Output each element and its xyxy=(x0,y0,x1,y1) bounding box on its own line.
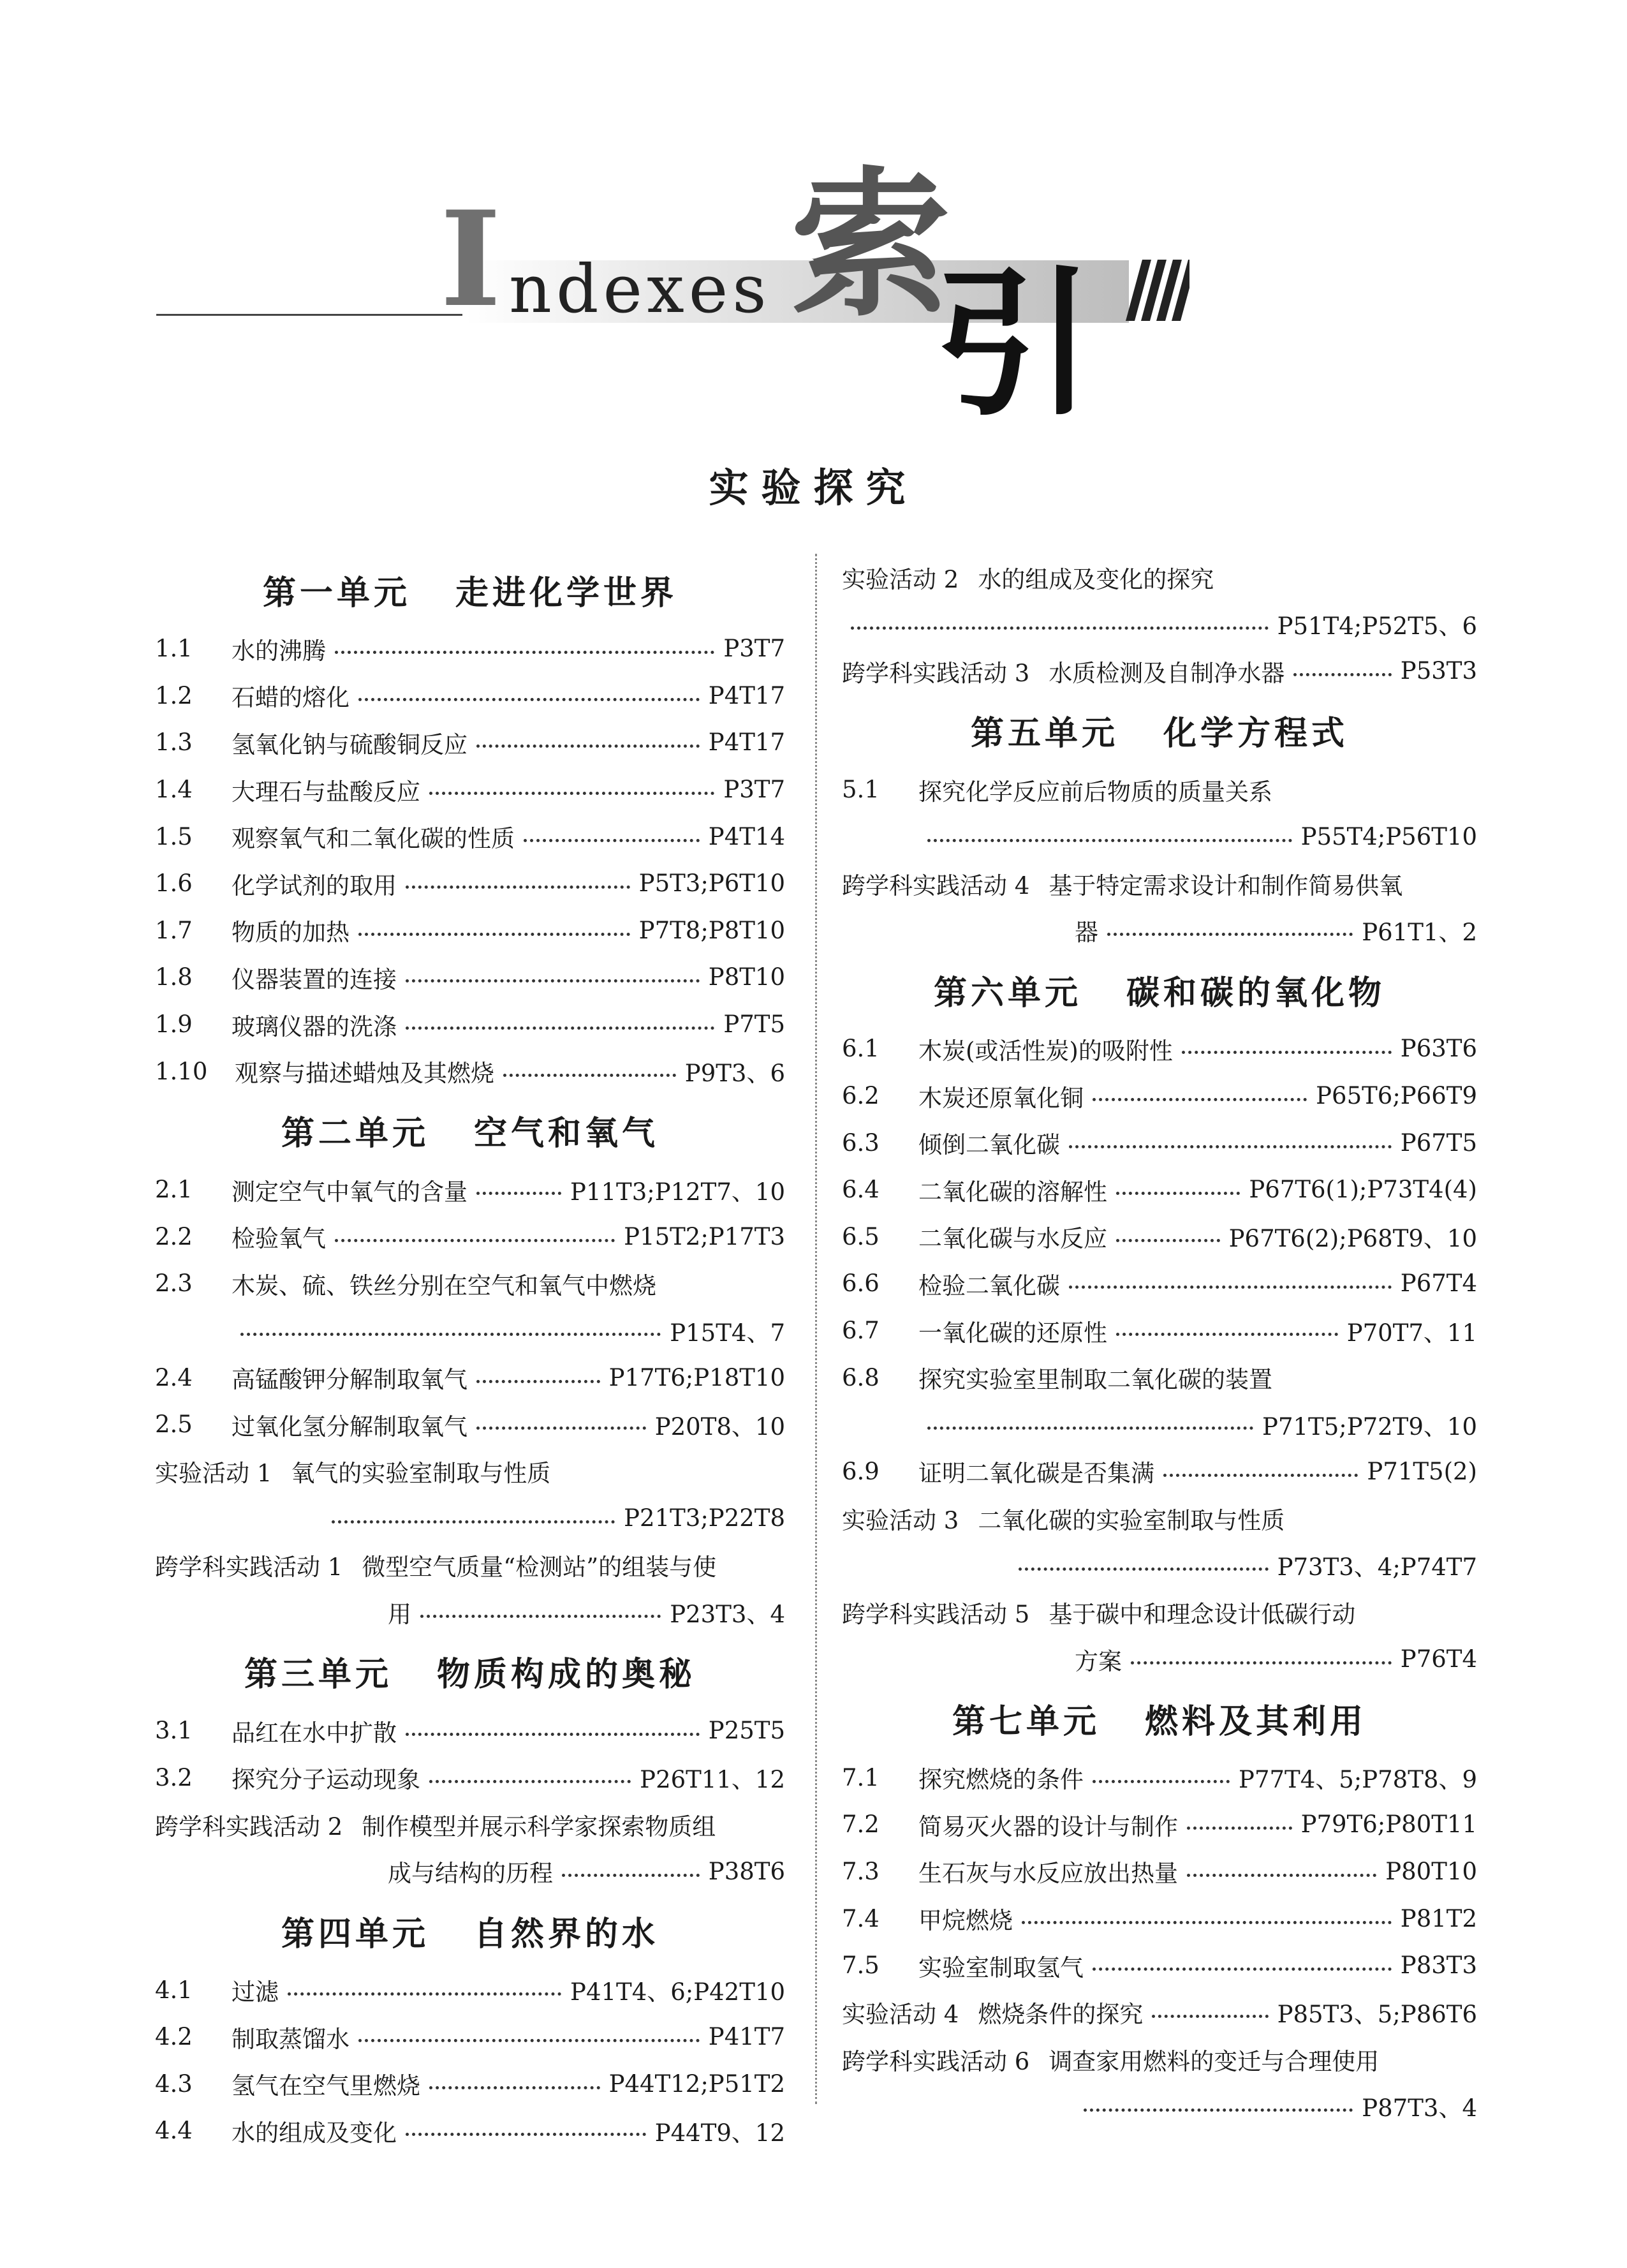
leader-dots xyxy=(1093,1780,1230,1783)
index-entry xyxy=(155,1966,785,2013)
index-entry xyxy=(842,1119,1477,1166)
entry-number: 6.6 xyxy=(842,1270,880,1298)
activity-label: 跨学科实践活动 4 xyxy=(842,871,1030,900)
index-entry xyxy=(842,1025,1477,1072)
index-entry xyxy=(155,1048,785,1095)
entry-text: 器 xyxy=(1075,919,1098,947)
entry-number: 7.4 xyxy=(842,1904,880,1932)
page-reference: P67T5 xyxy=(1400,1129,1477,1157)
entry-text: 石蜡的熔化 xyxy=(232,684,350,712)
entry-number: 4.1 xyxy=(155,1976,193,2004)
index-entry xyxy=(842,1213,1477,1261)
leader-dots xyxy=(358,698,700,701)
page-reference: P63T6 xyxy=(1400,1035,1477,1063)
entry-text: 调查家用燃料的变迁与合理使用 xyxy=(1049,2047,1380,2075)
index-entry xyxy=(155,954,785,1001)
leader-dots xyxy=(562,1874,700,1877)
index-entry xyxy=(155,813,785,860)
page-reference: P80T10 xyxy=(1385,1857,1477,1885)
activity-label: 实验活动 4 xyxy=(842,2001,959,2029)
entry-number: 7.3 xyxy=(842,1857,880,1885)
entry-number: 7.5 xyxy=(842,1952,880,1980)
entry-number: 3.1 xyxy=(155,1717,193,1745)
page-reference: P85T3、5;P86T6 xyxy=(1277,2001,1477,2029)
index-entry xyxy=(842,1354,1477,1401)
leader-dots xyxy=(1022,1921,1392,1924)
index-entry xyxy=(842,1448,1477,1495)
entry-text: 氧气的实验室制取与性质 xyxy=(291,1460,551,1488)
leader-dots xyxy=(335,651,714,654)
page-reference: P4T17 xyxy=(708,681,785,709)
index-entry xyxy=(842,1166,1477,1213)
entry-text: 方案 xyxy=(1075,1647,1122,1675)
index-entry xyxy=(842,766,1477,813)
entry-text: 探究实验室里制取二氧化碳的装置 xyxy=(918,1366,1272,1394)
leader-dots xyxy=(476,1380,600,1383)
index-entry xyxy=(842,907,1477,954)
index-entry xyxy=(155,1260,785,1307)
index-entry xyxy=(842,1495,1477,1542)
index-entry xyxy=(842,813,1477,860)
entry-number: 1.5 xyxy=(155,822,193,850)
page-reference: P67T4 xyxy=(1400,1270,1477,1298)
entry-number: 6.3 xyxy=(842,1129,880,1157)
leader-dots xyxy=(503,1074,676,1077)
leader-dots xyxy=(927,1427,1253,1430)
entry-text: 甲烷燃烧 xyxy=(918,1907,1013,1935)
leader-dots xyxy=(1019,1568,1269,1571)
page-reference: P20T8、10 xyxy=(654,1412,785,1441)
page-reference: P23T3、4 xyxy=(670,1601,785,1629)
entry-number: 2.5 xyxy=(155,1411,193,1439)
index-entry xyxy=(155,1707,785,1754)
unit-heading xyxy=(842,695,1477,766)
unit-subtitle: 自然界的水 xyxy=(474,1914,659,1953)
entry-text: 玻璃仪器的洗涤 xyxy=(232,1012,397,1041)
index-entry xyxy=(155,625,785,672)
entry-text: 简易灭火器的设计与制作 xyxy=(918,1812,1178,1841)
entry-number: 6.2 xyxy=(842,1082,880,1110)
index-entry xyxy=(842,554,1477,601)
entry-number: 6.7 xyxy=(842,1317,880,1345)
entry-text: 氢氧化钠与硫酸铜反应 xyxy=(232,730,467,759)
left-column xyxy=(155,554,785,2154)
unit-title: 第三单元 xyxy=(244,1655,392,1694)
entry-text: 化学试剂的取用 xyxy=(232,871,397,900)
entry-text: 过氧化氢分解制取氧气 xyxy=(232,1412,467,1441)
activity-label: 跨学科实践活动 3 xyxy=(842,659,1030,687)
index-entry xyxy=(842,1542,1477,1589)
header-cn-char-2: 引 xyxy=(934,251,1094,437)
index-entry xyxy=(155,1401,785,1448)
entry-text: 高锰酸钾分解制取氧气 xyxy=(232,1366,467,1394)
entry-number: 4.4 xyxy=(155,2117,193,2145)
header-big-letter: I xyxy=(440,183,501,336)
entry-number: 7.2 xyxy=(842,1811,880,1839)
unit-title: 第六单元 xyxy=(933,973,1082,1012)
leader-dots xyxy=(1107,933,1353,936)
leader-dots xyxy=(429,2086,600,2089)
page-reference: P38T6 xyxy=(708,1857,785,1885)
leader-dots xyxy=(1084,2109,1353,2112)
index-entry xyxy=(155,2107,785,2154)
activity-label: 实验活动 3 xyxy=(842,1506,959,1534)
unit-title: 第一单元 xyxy=(262,573,411,612)
index-entry xyxy=(155,672,785,720)
index-entry xyxy=(842,860,1477,907)
page-reference: P21T3;P22T8 xyxy=(624,1504,785,1532)
entry-text: 水质检测及自制净水器 xyxy=(1049,659,1285,687)
unit-subtitle: 空气和氧气 xyxy=(474,1114,659,1153)
index-entry xyxy=(842,648,1477,695)
header-latin-text: ndexes xyxy=(509,250,771,328)
leader-dots xyxy=(476,745,700,748)
index-entry xyxy=(155,1848,785,1895)
index-entry xyxy=(842,1942,1477,1989)
unit-heading xyxy=(842,1682,1477,1754)
index-entry xyxy=(155,2060,785,2107)
entry-text: 二氧化碳的实验室制取与性质 xyxy=(978,1506,1285,1534)
page-reference: P81T2 xyxy=(1400,1904,1477,1932)
leader-dots xyxy=(1163,1474,1358,1477)
entry-text: 制取蒸馏水 xyxy=(232,2025,350,2053)
index-entry xyxy=(155,2013,785,2061)
activity-label: 跨学科实践活动 5 xyxy=(842,1601,1030,1629)
index-entry xyxy=(842,1636,1477,1683)
entry-number: 6.4 xyxy=(842,1176,880,1204)
page-reference: P67T6(2);P68T9、10 xyxy=(1228,1225,1477,1253)
leader-dots xyxy=(335,1239,615,1242)
unit-subtitle: 碳和碳的氧化物 xyxy=(1126,973,1386,1012)
entry-number: 3.2 xyxy=(155,1763,193,1791)
header-slashes-icon xyxy=(1113,258,1189,322)
leader-dots xyxy=(429,792,714,795)
entry-number: 1.1 xyxy=(155,635,193,663)
unit-title: 第四单元 xyxy=(281,1914,429,1953)
leader-dots xyxy=(288,1992,561,1996)
entry-number: 2.4 xyxy=(155,1363,193,1391)
leader-dots xyxy=(1187,1874,1376,1877)
entry-text: 探究化学反应前后物质的质量关系 xyxy=(918,778,1272,806)
entry-text: 二氧化碳的溶解性 xyxy=(918,1178,1107,1206)
page-reference: P41T7 xyxy=(708,2023,785,2051)
header-cn-char-1: 索 xyxy=(791,152,950,338)
entry-text: 探究燃烧的条件 xyxy=(918,1766,1084,1794)
leader-dots xyxy=(524,839,700,842)
index-entry xyxy=(155,766,785,813)
page-reference: P15T4、7 xyxy=(670,1319,785,1347)
entry-number: 1.4 xyxy=(155,776,193,804)
page-reference: P7T8;P8T10 xyxy=(638,916,785,944)
activity-label: 跨学科实践活动 1 xyxy=(155,1553,343,1582)
entry-text: 制作模型并展示科学家探索物质组 xyxy=(362,1812,716,1841)
page-reference: P53T3 xyxy=(1400,657,1477,685)
unit-subtitle: 化学方程式 xyxy=(1163,714,1349,753)
index-entry xyxy=(155,1307,785,1354)
leader-dots xyxy=(1069,1286,1392,1289)
entry-text: 基于特定需求设计和制作简易供氧 xyxy=(1049,871,1403,900)
entry-text: 倾倒二氧化碳 xyxy=(918,1131,1060,1159)
entry-number: 1.8 xyxy=(155,963,193,991)
page-reference: P83T3 xyxy=(1400,1952,1477,1980)
page-reference: P87T3、4 xyxy=(1362,2094,1477,2123)
entry-number: 6.9 xyxy=(842,1457,880,1485)
index-entry xyxy=(155,1801,785,1848)
entry-number: 5.1 xyxy=(842,776,880,804)
entry-text: 证明二氧化碳是否集满 xyxy=(918,1460,1154,1488)
entry-text: 氢气在空气里燃烧 xyxy=(232,2072,420,2100)
page-reference: P61T1、2 xyxy=(1362,919,1477,947)
index-entry xyxy=(842,1260,1477,1307)
index-entry xyxy=(842,1072,1477,1120)
entry-number: 1.7 xyxy=(155,916,193,944)
entry-number: 1.3 xyxy=(155,729,193,757)
entry-number: 1.10 xyxy=(155,1057,208,1085)
entry-number: 1.2 xyxy=(155,681,193,709)
leader-dots xyxy=(476,1427,646,1430)
leader-dots xyxy=(406,1733,700,1736)
leader-dots xyxy=(1116,1192,1240,1195)
entry-text: 实验室制取氢气 xyxy=(918,1953,1084,1982)
leader-dots xyxy=(1069,1145,1392,1148)
page-reference: P41T4、6;P42T10 xyxy=(570,1978,785,2006)
activity-label: 实验活动 1 xyxy=(155,1460,272,1488)
page-reference: P4T17 xyxy=(708,729,785,757)
page-reference: P3T7 xyxy=(723,776,785,804)
index-entry xyxy=(842,2083,1477,2130)
leader-dots xyxy=(332,1520,615,1523)
index-entry xyxy=(842,601,1477,648)
leader-dots xyxy=(1131,1661,1392,1664)
entry-text: 用 xyxy=(388,1601,411,1629)
entry-text: 水的沸腾 xyxy=(232,637,326,665)
page-reference: P3T7 xyxy=(723,635,785,663)
entry-number: 2.1 xyxy=(155,1176,193,1204)
page-reference: P79T6;P80T11 xyxy=(1300,1811,1477,1839)
entry-text: 大理石与盐酸反应 xyxy=(232,778,420,806)
index-entry xyxy=(155,1213,785,1261)
index-entry xyxy=(842,1589,1477,1636)
page-reference: P4T14 xyxy=(708,822,785,850)
leader-dots xyxy=(1182,1051,1392,1054)
leader-dots xyxy=(429,1780,631,1783)
page-reference: P55T4;P56T10 xyxy=(1300,822,1477,850)
index-entry xyxy=(155,1166,785,1213)
leader-dots xyxy=(1116,1239,1220,1242)
unit-heading xyxy=(155,1095,785,1166)
unit-title: 第二单元 xyxy=(281,1114,429,1153)
leader-dots xyxy=(406,2133,646,2136)
page-reference: P67T6(1);P73T4(4) xyxy=(1249,1176,1477,1204)
entry-text: 燃烧条件的探究 xyxy=(978,2001,1144,2029)
index-entry xyxy=(155,719,785,766)
unit-heading xyxy=(842,954,1477,1025)
unit-subtitle: 走进化学世界 xyxy=(455,573,678,612)
page-reference: P17T6;P18T10 xyxy=(608,1363,785,1391)
entry-number: 1.6 xyxy=(155,870,193,898)
unit-title: 第五单元 xyxy=(970,714,1119,753)
page-reference: P15T2;P17T3 xyxy=(624,1222,785,1250)
leader-dots xyxy=(358,2039,700,2042)
entry-text: 二氧化碳与水反应 xyxy=(918,1225,1107,1253)
entry-text: 微型空气质量“检测站”的组装与使 xyxy=(362,1553,717,1582)
page-reference: P5T3;P6T10 xyxy=(638,870,785,898)
entry-text: 测定空气中氧气的含量 xyxy=(232,1178,467,1206)
leader-dots xyxy=(851,626,1269,630)
index-entry xyxy=(842,1307,1477,1354)
entry-number: 6.5 xyxy=(842,1222,880,1250)
index-entry xyxy=(155,1354,785,1401)
entry-number: 7.1 xyxy=(842,1763,880,1791)
leader-dots xyxy=(406,979,700,982)
entry-text: 木炭、硫、铁丝分别在空气和氧气中燃烧 xyxy=(232,1271,656,1300)
activity-label: 实验活动 2 xyxy=(842,565,959,593)
page-reference: P65T6;P66T9 xyxy=(1316,1082,1477,1110)
unit-heading xyxy=(155,1895,785,1966)
activity-label: 跨学科实践活动 2 xyxy=(155,1812,343,1841)
index-entry xyxy=(155,860,785,907)
entry-text: 水的组成及变化的探究 xyxy=(978,565,1214,593)
leader-dots xyxy=(1116,1333,1338,1336)
leader-dots xyxy=(1093,1968,1392,1971)
page-reference: P11T3;P12T7、10 xyxy=(570,1178,785,1206)
index-entry xyxy=(155,1495,785,1542)
leader-dots xyxy=(420,1615,661,1618)
leader-dots xyxy=(1152,2015,1268,2018)
unit-subtitle: 物质构成的奥秘 xyxy=(437,1655,696,1694)
right-column xyxy=(842,554,1477,2130)
index-entry xyxy=(842,1754,1477,1801)
page-reference: P25T5 xyxy=(708,1717,785,1745)
index-entry xyxy=(155,907,785,954)
page-reference: P70T7、11 xyxy=(1346,1319,1477,1347)
page-reference: P71T5(2) xyxy=(1367,1457,1477,1485)
entry-text: 观察氧气和二氧化碳的性质 xyxy=(232,825,515,853)
page-reference: P7T5 xyxy=(723,1011,785,1039)
leader-dots xyxy=(476,1192,561,1195)
leader-dots xyxy=(1093,1098,1307,1101)
index-header xyxy=(0,0,1627,447)
entry-text: 仪器装置的连接 xyxy=(232,965,397,993)
entry-text: 木炭还原氧化铜 xyxy=(918,1084,1084,1112)
leader-dots xyxy=(1293,673,1391,676)
entry-text: 水的组成及变化 xyxy=(232,2119,397,2147)
page-reference: P44T9、12 xyxy=(654,2119,785,2147)
page-reference: P44T12;P51T2 xyxy=(608,2070,785,2098)
index-entry xyxy=(155,1754,785,1801)
section-title: 实验探究 xyxy=(709,464,918,511)
page-reference: P73T3、4;P74T7 xyxy=(1277,1553,1477,1582)
page-reference: P9T3、6 xyxy=(684,1060,785,1088)
leader-dots xyxy=(1187,1827,1292,1830)
leader-dots xyxy=(406,1027,714,1030)
unit-heading xyxy=(155,554,785,625)
index-entry xyxy=(842,1848,1477,1895)
entry-text: 检验氧气 xyxy=(232,1225,326,1253)
entry-text: 木炭(或活性炭)的吸附性 xyxy=(918,1037,1173,1065)
entry-number: 2.2 xyxy=(155,1222,193,1250)
entry-text: 检验二氧化碳 xyxy=(918,1271,1060,1300)
entry-number: 1.9 xyxy=(155,1011,193,1039)
activity-label: 跨学科实践活动 6 xyxy=(842,2047,1030,2075)
index-entry xyxy=(155,1589,785,1636)
entry-number: 4.3 xyxy=(155,2070,193,2098)
entry-text: 一氧化碳的还原性 xyxy=(918,1319,1107,1347)
entry-text: 品红在水中扩散 xyxy=(232,1719,397,1747)
page-reference: P26T11、12 xyxy=(640,1766,785,1794)
page-reference: P8T10 xyxy=(708,963,785,991)
page-reference: P51T4;P52T5、6 xyxy=(1277,612,1477,641)
index-entry xyxy=(155,1542,785,1589)
unit-title: 第七单元 xyxy=(952,1701,1100,1741)
index-entry xyxy=(155,1001,785,1048)
entry-text: 观察与描述蜡烛及其燃烧 xyxy=(235,1060,494,1088)
entry-number: 4.2 xyxy=(155,2023,193,2051)
entry-text: 成与结构的历程 xyxy=(388,1860,553,1888)
leader-dots xyxy=(927,839,1292,842)
index-entry xyxy=(842,1895,1477,1942)
page-reference: P77T4、5;P78T8、9 xyxy=(1239,1766,1477,1794)
unit-subtitle: 燃料及其利用 xyxy=(1145,1701,1367,1741)
index-entry xyxy=(842,1401,1477,1448)
entry-number: 2.3 xyxy=(155,1270,193,1298)
entry-text: 生石灰与水反应放出热量 xyxy=(918,1860,1178,1888)
leader-dots xyxy=(240,1333,661,1336)
entry-text: 基于碳中和理念设计低碳行动 xyxy=(1049,1601,1356,1629)
leader-dots xyxy=(406,886,630,889)
entry-number: 6.8 xyxy=(842,1363,880,1391)
page-reference: P71T5;P72T9、10 xyxy=(1262,1412,1477,1441)
entry-text: 探究分子运动现象 xyxy=(232,1766,420,1794)
entry-number: 6.1 xyxy=(842,1035,880,1063)
index-entry xyxy=(842,2036,1477,2083)
index-entry xyxy=(842,1989,1477,2036)
column-divider xyxy=(815,554,817,2104)
header-rule xyxy=(156,314,462,316)
index-entry xyxy=(842,1801,1477,1848)
entry-text: 过滤 xyxy=(232,1978,279,2006)
page-reference: P76T4 xyxy=(1400,1645,1477,1673)
entry-text: 物质的加热 xyxy=(232,919,350,947)
unit-heading xyxy=(155,1636,785,1707)
leader-dots xyxy=(358,933,630,936)
index-entry xyxy=(155,1448,785,1495)
